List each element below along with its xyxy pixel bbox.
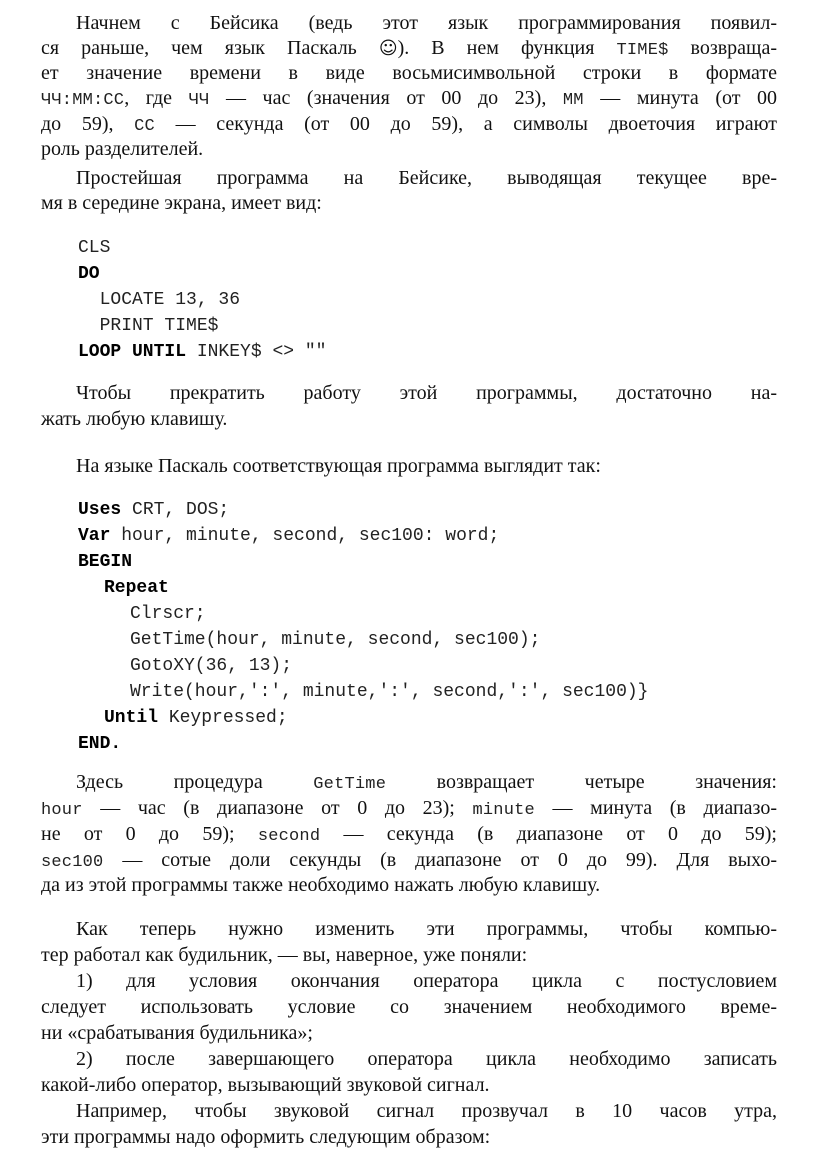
text: возвращает четыре значения: [386, 771, 777, 793]
paragraph-line: какой-либо оператор, вызывающий звуковой сигнал. [41, 1074, 490, 1096]
inline-code: sec100 [41, 853, 104, 872]
code-keyword: Repeat [104, 578, 169, 598]
code-text: INKEY$ <> "" [186, 342, 327, 362]
text: ). В нем функция [397, 37, 617, 59]
code-line [104, 706, 288, 731]
inline-code: ЧЧ [188, 91, 210, 110]
text: — минута (в диапазо- [534, 797, 777, 819]
paragraph-line: жать любую клавишу. [41, 408, 228, 430]
paragraph-line [41, 848, 777, 875]
paragraph-line: ни «срабатывания будильника»; [41, 1022, 313, 1044]
text: — сотые доли секунды (в диапазоне от 0 до 99). Для выхо- [103, 849, 777, 871]
paragraph-line: следует использовать условие со значением необходимого време- [41, 996, 777, 1018]
paragraph-line: тер работал как будильник, — вы, наверное, уже поняли: [41, 944, 528, 966]
text: ся раньше, чем язык Паскаль [41, 37, 379, 59]
inline-code: minute [472, 801, 535, 820]
inline-code: hour [41, 801, 83, 820]
list-item: 2) после завершающего оператора цикла необходимо записать [76, 1048, 777, 1070]
paragraph-line: мя в середине экрана, имеет вид: [41, 192, 322, 214]
code-line: Clrscr; [130, 604, 206, 624]
paragraph-line [41, 822, 777, 849]
smiley-icon: ☺ [378, 38, 398, 59]
code-keyword: Until [104, 708, 159, 728]
list-item: 1) для условия окончания оператора цикла с постусловием [76, 970, 777, 992]
paragraph-line: Начнем с Бейсика (ведь этот язык программирования появил- [76, 12, 777, 34]
code-text: Keypressed; [158, 708, 288, 728]
inline-code: ЧЧ:ММ:СС [41, 91, 125, 110]
code-line [78, 524, 499, 549]
paragraph-line: Чтобы прекратить работу этой программы, достаточно на- [76, 382, 777, 404]
inline-code: GetTime [313, 775, 387, 794]
code-text: hour, minute, second, sec100: word; [110, 526, 500, 546]
inline-code: ММ [562, 91, 584, 110]
code-keyword: Uses [78, 500, 122, 520]
paragraph-line: да из этой программы также необходимо нажать любую клавишу. [41, 874, 601, 896]
code-keyword: LOOP UNTIL [78, 342, 187, 362]
inline-code-time: TIME$ [616, 41, 669, 60]
text: — час (значения от 00 до 23), [209, 87, 563, 109]
code-text: CRT, DOS; [121, 500, 230, 520]
inline-code: second [257, 827, 321, 846]
text: не от 0 до 59); [41, 823, 258, 845]
text: , где [124, 87, 189, 109]
code-line: CLS [78, 238, 111, 258]
code-line [78, 340, 326, 365]
code-line: Write(hour,':', minute,':', second,':', sec100)} [130, 682, 649, 702]
text: возвраща- [668, 37, 777, 59]
paragraph-line [76, 770, 777, 797]
code-line: GetTime(hour, minute, second, sec100); [130, 630, 541, 650]
paragraph-line: Как теперь нужно изменить эти программы, чтобы компью- [76, 918, 777, 940]
code-line [78, 498, 229, 523]
text: — час (в диапазоне от 0 до 23); [82, 797, 473, 819]
paragraph-line [41, 36, 777, 63]
paragraph-line: На языке Паскаль соответствующая программа выглядит так: [76, 455, 601, 477]
code-keyword: DO [78, 264, 100, 284]
code-line: GotoXY(36, 13); [130, 656, 293, 676]
text: — минута (от 00 [583, 87, 778, 109]
paragraph-line: ет значение времени в виде восьмисимвольной строки в формате [41, 62, 777, 84]
paragraph-line: Простейшая программа на Бейсике, выводящая текущее вре- [76, 167, 777, 189]
paragraph-line [41, 112, 777, 139]
paragraph-line [41, 796, 777, 823]
paragraph-line: роль разделителей. [41, 138, 204, 160]
code-keyword: BEGIN [78, 552, 133, 572]
paragraph-line: Например, чтобы звуковой сигнал прозвучал в 10 часов утра, [76, 1100, 777, 1122]
code-line: LOCATE 13, 36 [78, 290, 241, 310]
paragraph-line: эти программы надо оформить следующим образом: [41, 1126, 491, 1148]
text: — секунда (в диапазоне от 0 до 59); [320, 823, 777, 845]
text: — секунда (от 00 до 59), а символы двоеточия играют [154, 113, 777, 135]
text: Здесь процедура [76, 771, 314, 793]
code-line: PRINT TIME$ [78, 316, 219, 336]
code-keyword: END. [78, 734, 122, 754]
code-keyword: Var [78, 526, 111, 546]
paragraph-line [41, 86, 777, 113]
inline-code: СС [134, 117, 155, 136]
text: до 59), [41, 113, 135, 135]
